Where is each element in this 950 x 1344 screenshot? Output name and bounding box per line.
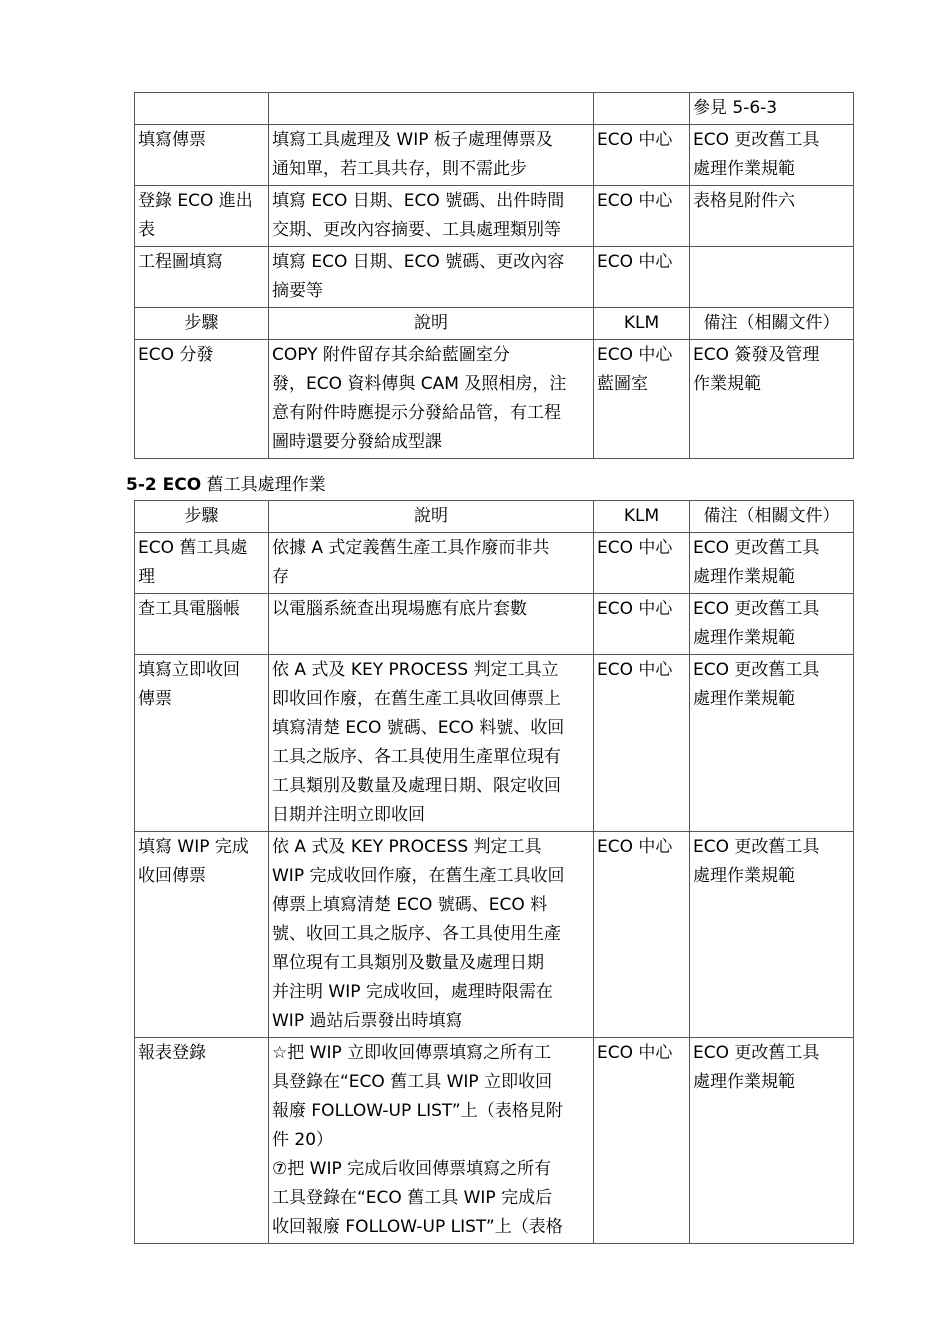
cell-desc xyxy=(269,655,594,832)
cell-desc xyxy=(269,1038,594,1244)
cell-klm xyxy=(594,125,690,186)
old-tool-handling-table xyxy=(134,500,854,1244)
cell-klm xyxy=(594,1038,690,1244)
cell-klm xyxy=(594,594,690,655)
cell-line: 發，ECO 資料傳與 CAM 及照相房，注 xyxy=(272,374,567,394)
cell-line: 號、收回工具之版序、各工具使用生產 xyxy=(272,924,561,944)
cell-note xyxy=(690,832,854,1038)
cell-line: 意有附件時應提示分發給品管，有工程 xyxy=(272,403,561,423)
cell-line: 處理作業規範 xyxy=(693,689,795,709)
cell-line: 報表登錄 xyxy=(138,1043,206,1063)
cell-line: 參見 5-6-3 xyxy=(693,98,778,118)
cell-line: 藍圖室 xyxy=(597,374,648,394)
cell-note xyxy=(690,1038,854,1244)
cell-step xyxy=(135,594,269,655)
cell-line: ECO 更改舊工具 xyxy=(693,599,820,619)
cell-line: 查工具電腦帳 xyxy=(138,599,240,619)
cell-desc xyxy=(269,186,594,247)
cell-line: ECO 中心 xyxy=(597,345,673,365)
header-step: 步驟 xyxy=(135,501,269,533)
table-header-row xyxy=(135,501,854,533)
cell-line: ECO 中心 xyxy=(597,538,673,558)
cell-line: ECO 中心 xyxy=(597,660,673,680)
cell-step xyxy=(135,340,269,459)
cell-line: 處理作業規範 xyxy=(693,1072,795,1092)
cell-line: ECO 中心 xyxy=(597,599,673,619)
cell-note xyxy=(690,594,854,655)
cell-desc xyxy=(269,832,594,1038)
cell-line: ECO 更改舊工具 xyxy=(693,660,820,680)
cell-note xyxy=(690,655,854,832)
cell-line: 即收回作廢，在舊生產工具收回傳票上 xyxy=(272,689,561,709)
table-row xyxy=(135,340,854,459)
cell-line: ECO 更改舊工具 xyxy=(693,1043,820,1063)
table-row xyxy=(135,186,854,247)
table-header-row xyxy=(135,308,854,340)
cell-line: 傳票 xyxy=(138,689,172,709)
cell-desc xyxy=(269,533,594,594)
cell-note xyxy=(690,186,854,247)
header-step: 步驟 xyxy=(135,308,269,340)
eco-procedure-table-1 xyxy=(134,92,854,459)
cell-line: 填寫清楚 ECO 號碼、ECO 料號、收回 xyxy=(272,718,565,738)
cell-line: 工具登錄在“ECO 舊工具 WIP 完成后 xyxy=(272,1188,553,1208)
cell-line: 圖時還要分發給成型課 xyxy=(272,432,442,452)
section-number: 5-2 ECO xyxy=(126,475,202,495)
cell-line: 表格見附件六 xyxy=(693,191,795,211)
cell-line: 依 A 式及 KEY PROCESS 判定工具 xyxy=(272,837,542,857)
cell-line: ECO 更改舊工具 xyxy=(693,538,820,558)
table-row xyxy=(135,655,854,832)
cell-klm xyxy=(594,186,690,247)
table-row xyxy=(135,93,854,125)
cell-line: ECO 中心 xyxy=(597,837,673,857)
cell-line: 填寫 ECO 日期、ECO 號碼、更改內容 xyxy=(272,252,565,272)
cell-line: 處理作業規範 xyxy=(693,628,795,648)
cell-step xyxy=(135,186,269,247)
cell-klm xyxy=(594,832,690,1038)
cell-line: 摘要等 xyxy=(272,281,323,301)
cell-line: 依 A 式及 KEY PROCESS 判定工具立 xyxy=(272,660,559,680)
cell-line: 存 xyxy=(272,567,289,587)
cell-line: ☆把 WIP 立即收回傳票填寫之所有工 xyxy=(272,1043,552,1063)
cell-line: ECO 更改舊工具 xyxy=(693,130,820,150)
cell-line: 件 20） xyxy=(272,1130,334,1150)
cell-line: 通知單，若工具共存，則不需此步 xyxy=(272,159,527,179)
cell-line: ECO 更改舊工具 xyxy=(693,837,820,857)
cell-line: ⑦把 WIP 完成后收回傳票填寫之所有 xyxy=(272,1159,552,1179)
cell-line: 工具之版序、各工具使用生產單位現有 xyxy=(272,747,561,767)
cell-line: 依據 A 式定義舊生產工具作廢而非共 xyxy=(272,538,550,558)
cell-line: 報廢 FOLLOW-UP LIST”上（表格見附 xyxy=(272,1101,563,1121)
cell-line: COPY 附件留存其余給藍圖室分 xyxy=(272,345,510,365)
cell-line: ECO 簽發及管理 xyxy=(693,345,820,365)
header-note: 備注（相關文件） xyxy=(690,308,854,340)
cell-line: 表 xyxy=(138,220,155,240)
cell-desc xyxy=(269,594,594,655)
cell-note xyxy=(690,247,854,308)
cell-line: 并注明 WIP 完成收回，處理時限需在 xyxy=(272,982,553,1002)
table-row xyxy=(135,247,854,308)
cell-line: 填寫立即收回 xyxy=(138,660,240,680)
section-title: 舊工具處理作業 xyxy=(206,475,326,495)
cell-line: 處理作業規範 xyxy=(693,567,795,587)
cell-line: ECO 中心 xyxy=(597,130,673,150)
table-row xyxy=(135,594,854,655)
cell-line: 以電腦系統查出現場應有底片套數 xyxy=(272,599,527,619)
cell-step xyxy=(135,655,269,832)
cell-step xyxy=(135,247,269,308)
cell-desc xyxy=(269,93,594,125)
cell-step xyxy=(135,832,269,1038)
cell-line: 填寫 WIP 完成 xyxy=(138,837,249,857)
cell-line: 工程圖填寫 xyxy=(138,252,223,272)
cell-line: 處理作業規範 xyxy=(693,159,795,179)
cell-desc xyxy=(269,340,594,459)
cell-line: 填寫 ECO 日期、ECO 號碼、出件時間 xyxy=(272,191,565,211)
header-desc: 說明 xyxy=(269,308,594,340)
cell-line: 收回傳票 xyxy=(138,866,206,886)
cell-line: WIP 完成收回作廢，在舊生產工具收回 xyxy=(272,866,565,886)
section-heading xyxy=(126,472,326,498)
cell-line: 交期、更改內容摘要、工具處理類別等 xyxy=(272,220,561,240)
cell-line: 具登錄在“ECO 舊工具 WIP 立即收回 xyxy=(272,1072,553,1092)
cell-klm xyxy=(594,93,690,125)
cell-line xyxy=(272,624,590,653)
cell-step xyxy=(135,1038,269,1244)
cell-desc xyxy=(269,247,594,308)
cell-line: 日期并注明立即收回 xyxy=(272,805,425,825)
cell-line: 單位現有工具類別及數量及處理日期 xyxy=(272,953,544,973)
cell-line: ECO 中心 xyxy=(597,252,673,272)
cell-line: WIP 過站后票發出時填寫 xyxy=(272,1011,463,1031)
cell-line: 理 xyxy=(138,567,155,587)
table-row xyxy=(135,1038,854,1244)
header-klm: KLM xyxy=(594,308,690,340)
cell-klm xyxy=(594,340,690,459)
cell-line: 傳票上填寫清楚 ECO 號碼、ECO 料 xyxy=(272,895,548,915)
cell-line: ECO 中心 xyxy=(597,191,673,211)
cell-step xyxy=(135,93,269,125)
cell-note xyxy=(690,93,854,125)
cell-line: 處理作業規範 xyxy=(693,866,795,886)
table-row xyxy=(135,832,854,1038)
cell-note xyxy=(690,533,854,594)
cell-line: ECO 分發 xyxy=(138,345,214,365)
header-note: 備注（相關文件） xyxy=(690,501,854,533)
cell-line: ECO 中心 xyxy=(597,1043,673,1063)
header-klm: KLM xyxy=(594,501,690,533)
cell-line: 填寫工具處理及 WIP 板子處理傳票及 xyxy=(272,130,553,150)
cell-step xyxy=(135,125,269,186)
cell-line: 收回報廢 FOLLOW-UP LIST”上（表格 xyxy=(272,1217,563,1237)
cell-line: 作業規範 xyxy=(693,374,761,394)
cell-note xyxy=(690,340,854,459)
cell-note xyxy=(690,125,854,186)
cell-line: 工具類別及數量及處理日期、限定收回 xyxy=(272,776,561,796)
cell-klm xyxy=(594,655,690,832)
cell-step xyxy=(135,533,269,594)
table-row xyxy=(135,125,854,186)
cell-klm xyxy=(594,247,690,308)
cell-line: 填寫傳票 xyxy=(138,130,206,150)
cell-line: ECO 舊工具處 xyxy=(138,538,248,558)
header-desc: 說明 xyxy=(269,501,594,533)
cell-desc xyxy=(269,125,594,186)
cell-klm xyxy=(594,533,690,594)
cell-line: 登錄 ECO 進出 xyxy=(138,191,253,211)
table-row xyxy=(135,533,854,594)
